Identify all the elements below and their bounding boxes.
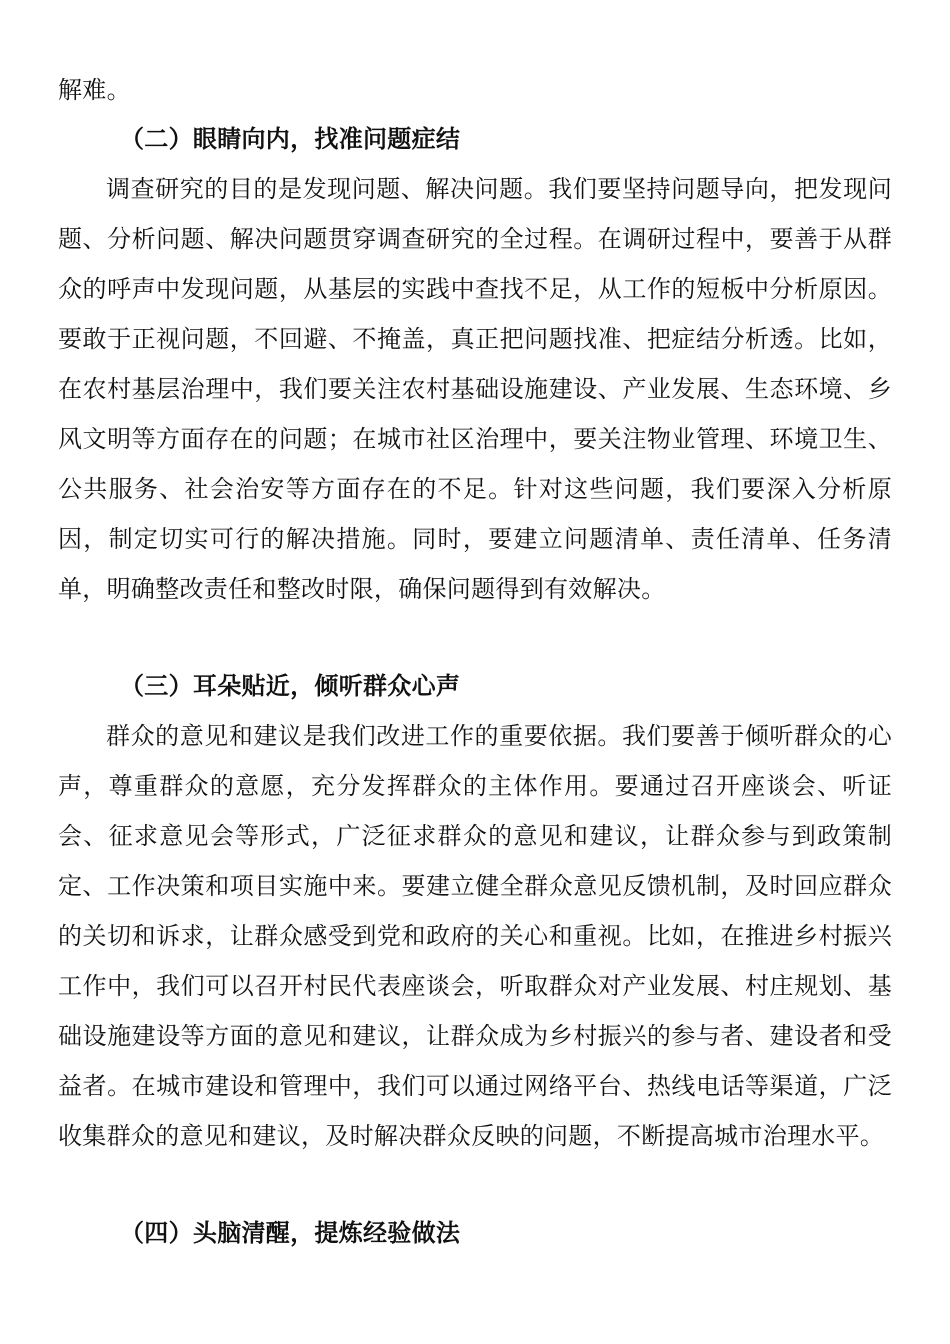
section-heading-3: （三）耳朵贴近，倾听群众心声 bbox=[120, 672, 461, 700]
section-heading-2: （二）眼睛向内，找准问题症结 bbox=[120, 125, 461, 153]
section-heading-4: （四）头脑清醒，提炼经验做法 bbox=[120, 1219, 461, 1247]
continuation-text: 解难。 bbox=[58, 76, 131, 104]
section-paragraph-2: 调查研究的目的是发现问题、解决问题。我们要坚持问题导向，把发现问题、分析问题、解决问题贯穿调查研究的全过程。在调研过程中，要善于从群众的呼声中发现问题，从基层的实践中查找不足，从工作的短板中分析原因。要敢于正视问题，不回避、不掩盖，真正把问题找准、把症结分析透。比如，在农村基层治理中，我们要关注农村基础设施建设、产业发展、生态环境、乡风文明等方面存在的问题；在城市社区治理中，要关注物业管理、环境卫生、公共服务、社会治安等方面存在的不足。针对这些问题，我们要深入分析原因，制定切实可行的解决措施。同时，要建立问题清单、责任清单、任务清单，明确整改责任和整改时限，确保问题得到有效解决。 bbox=[58, 175, 892, 603]
section-paragraph-3: 群众的意见和建议是我们改进工作的重要依据。我们要善于倾听群众的心声，尊重群众的意愿，充分发挥群众的主体作用。要通过召开座谈会、听证会、征求意见会等形式，广泛征求群众的意见和建议，让群众参与到政策制定、工作决策和项目实施中来。要建立健全群众意见反馈机制，及时回应群众的关切和诉求，让群众感受到党和政府的关心和重视。比如，在推进乡村振兴工作中，我们可以召开村民代表座谈会，听取群众对产业发展、村庄规划、基础设施建设等方面的意见和建议，让群众成为乡村振兴的参与者、建设者和受益者。在城市建设和管理中，我们可以通过网络平台、热线电话等渠道，广泛收集群众的意见和建议，及时解决群众反映的问题，不断提高城市治理水平。 bbox=[58, 722, 892, 1150]
